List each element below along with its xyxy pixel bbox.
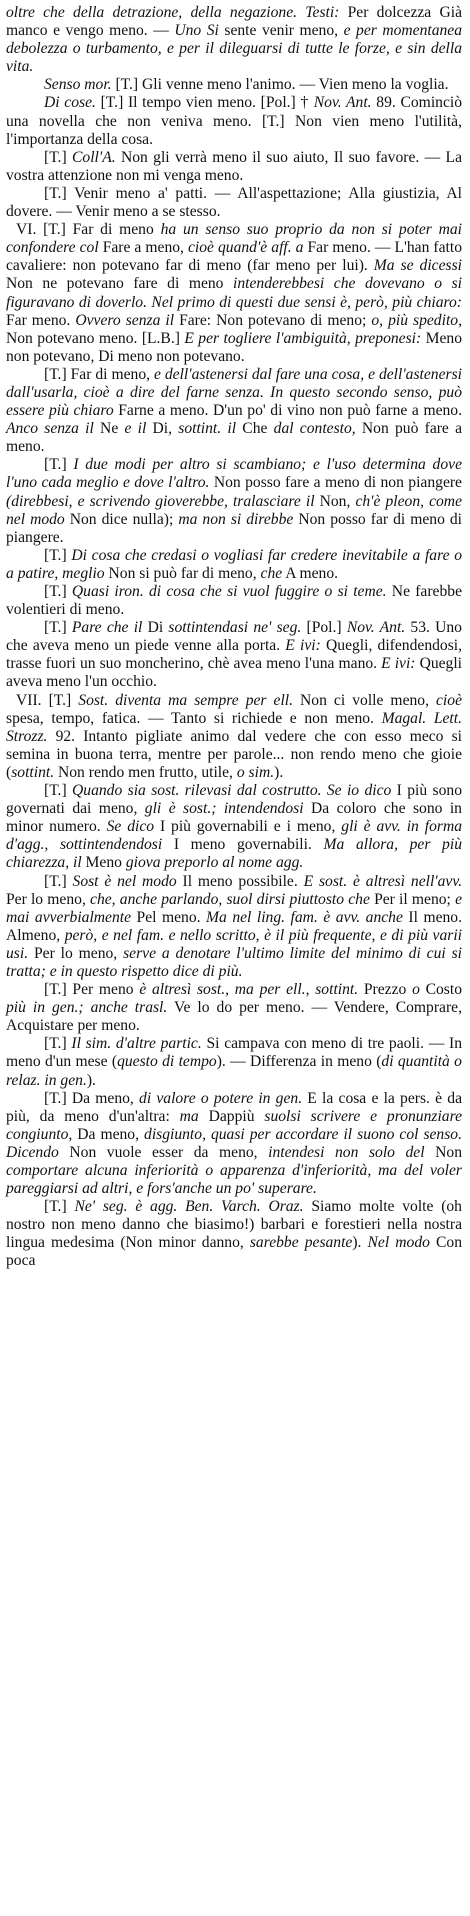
roman-text: Ne farebbe volentieri di meno. bbox=[6, 583, 462, 619]
roman-text: Far meno. — L'han fatto cavaliere: non potevano far di meno (far meno per lui). bbox=[6, 239, 462, 275]
roman-text: ). bbox=[86, 1071, 96, 1089]
roman-text: Prezzo bbox=[358, 981, 413, 999]
italic-text: Uno Si bbox=[174, 22, 219, 40]
roman-text: Di bbox=[142, 619, 169, 637]
roman-text: I più governabili e i meno, bbox=[154, 818, 342, 836]
entry-paragraph bbox=[6, 149, 462, 185]
entry-paragraph bbox=[6, 619, 462, 691]
roman-text: [T.] bbox=[44, 1035, 72, 1053]
entry-paragraph bbox=[6, 221, 462, 366]
italic-text: E ivi: bbox=[381, 655, 416, 673]
italic-text: cioè bbox=[436, 691, 462, 709]
italic-text: Senso mor. bbox=[44, 76, 112, 94]
entry-paragraph bbox=[6, 366, 462, 456]
italic-text: gli è avv. in forma d'agg., sottintendendosi bbox=[6, 818, 462, 854]
italic-text: di valore o potere in gen. bbox=[139, 1089, 303, 1107]
italic-text: sottint. bbox=[11, 763, 55, 781]
italic-text: sottintendasi ne' seg. bbox=[168, 619, 302, 637]
entry-paragraph bbox=[6, 692, 462, 782]
roman-text: Per dolcezza Già manco e vengo meno. — bbox=[6, 4, 462, 40]
roman-text: Non posso far di meno di piangere. bbox=[6, 510, 463, 546]
entry-paragraph bbox=[6, 547, 462, 583]
roman-text: Per il meno; bbox=[369, 890, 456, 908]
roman-text: [T.] Gli venne meno l'animo. — Vien meno la voglia. bbox=[111, 76, 449, 94]
entry-paragraph bbox=[6, 456, 462, 546]
italic-text: e dell'astenersi dal fare una cosa, e dell'astenersi dall'usarla, cioè a dire del farne senza. In questo secondo senso, può essere più chiaro bbox=[6, 365, 462, 420]
roman-text: sente venir meno, bbox=[218, 22, 344, 40]
roman-text: Non bbox=[424, 1143, 462, 1161]
roman-text: Quegli, difendendosi, trasse fuori un suo moncherino, chè avea meno l'una mano. bbox=[6, 637, 463, 673]
italic-text: Sost. diventa ma sempre per ell. bbox=[78, 691, 294, 709]
roman-text: Da coloro che sono in minor numero. bbox=[6, 800, 462, 836]
roman-text: [T.] bbox=[44, 872, 73, 890]
roman-text: Non dice nulla); bbox=[64, 510, 179, 528]
roman-text: E la cosa e la pers. è da più, da meno d'un'altra: bbox=[6, 1089, 462, 1125]
roman-text: Si campava con meno di tre paoli. — In meno d'un mese ( bbox=[6, 1035, 462, 1071]
roman-text: ). bbox=[274, 763, 284, 781]
italic-text: e per momentanea debolezza o turbamento, e per il dileguarsi di tutte le forze, e sin della vita. bbox=[6, 22, 463, 76]
italic-text: o bbox=[412, 981, 420, 999]
roman-text: Non ne potevano fare di meno bbox=[6, 275, 234, 293]
roman-text: [T.] bbox=[44, 456, 74, 474]
italic-text: Ma se dicessi bbox=[373, 257, 462, 275]
roman-text: Non posso fare a meno di non piangere bbox=[209, 474, 462, 492]
roman-text: Da meno, bbox=[72, 1125, 145, 1143]
italic-text: cioè quand'è aff. a bbox=[187, 239, 304, 257]
roman-text: [T.] Venir meno a' patti. — All'aspettazione; Alla giustizia, Al dovere. — Venir meno a se stesso. bbox=[6, 184, 462, 221]
italic-text: Nov. Ant. bbox=[346, 619, 406, 637]
roman-text: Non, bbox=[314, 492, 356, 510]
italic-text: Ovvero senza il bbox=[75, 311, 175, 329]
italic-text: Di cose. bbox=[44, 94, 96, 112]
italic-text: che, anche parlando, suol dirsi piuttosto che bbox=[90, 890, 370, 908]
roman-text: Far meno. bbox=[6, 311, 76, 329]
roman-text: I meno governabili. bbox=[162, 836, 324, 854]
entry-paragraph bbox=[6, 1198, 462, 1270]
roman-text: 53. Uno che aveva meno un piede venne alla porta. bbox=[6, 619, 462, 655]
italic-text: E per togliere l'ambiguità, preponesi: bbox=[184, 329, 422, 347]
italic-text: E ivi: bbox=[285, 637, 321, 655]
entry-paragraph bbox=[6, 4, 462, 76]
roman-text: Non rendo men frutto, utile, bbox=[54, 763, 237, 781]
entry-paragraph bbox=[6, 1090, 462, 1199]
roman-text: A meno. bbox=[282, 564, 339, 582]
italic-text: disgiunto, quasi per accordare il suono col senso. Dicendo bbox=[6, 1125, 462, 1161]
roman-text: Che bbox=[236, 420, 274, 438]
roman-text: Fare: Non potevano di meno; bbox=[174, 311, 372, 329]
roman-text: [T.] bbox=[44, 782, 73, 800]
entry-paragraph bbox=[6, 873, 462, 982]
italic-text: Ma nel ling. fam. è avv. anche bbox=[206, 908, 403, 926]
roman-text: ). bbox=[352, 1234, 368, 1252]
roman-text: VI. [T.] Far di meno bbox=[16, 221, 161, 239]
roman-text: Siamo molte volte (oh nostro non meno danno che biasimo!) barbari e forestieri nella nostra lingua medesima (Non minor danno, bbox=[6, 1198, 462, 1252]
roman-text: Meno bbox=[81, 854, 126, 872]
italic-text: e mai avverbialmente bbox=[6, 890, 462, 926]
roman-text: [T.] Da meno, bbox=[44, 1089, 140, 1107]
roman-text: Farne a meno. D'un po' di vino non può farne a meno. bbox=[113, 402, 462, 420]
roman-text: [T.] bbox=[44, 148, 72, 166]
roman-text: [T.] bbox=[44, 583, 72, 600]
italic-text: che bbox=[260, 564, 283, 582]
italic-text: Anco senza il bbox=[6, 420, 94, 438]
roman-text: Per lo meno, bbox=[28, 944, 124, 962]
roman-text: Ve lo do per meno. — Vendere, Comprare, Acquistare per meno. bbox=[6, 999, 462, 1035]
roman-text: Per lo meno, bbox=[6, 890, 91, 908]
roman-text: Ne bbox=[93, 420, 125, 438]
italic-text: ma non si direbbe bbox=[178, 510, 294, 528]
italic-text: intenderebbesi che dovevano o si figuravano di doverlo. Nel primo di questi due sensi è, però, più chiaro: bbox=[6, 275, 463, 311]
roman-text: [T.] bbox=[44, 546, 72, 564]
roman-text: [T.] Per meno bbox=[44, 981, 140, 999]
italic-text: questo di tempo bbox=[117, 1053, 217, 1071]
italic-text: suolsi scrivere e pronunziare congiunto, bbox=[6, 1107, 462, 1143]
italic-text: Coll'A. bbox=[72, 148, 116, 166]
italic-text: e il bbox=[124, 420, 147, 438]
italic-text: dal contesto, bbox=[273, 420, 356, 438]
italic-text: gli è sost.; intendendosi bbox=[144, 800, 304, 818]
italic-text: oltre che della detrazione, della negazione. Testi: bbox=[6, 4, 340, 21]
roman-text: I più sono governati dai meno, bbox=[6, 782, 462, 818]
italic-text: Magal. Lett. Strozz. bbox=[6, 709, 462, 745]
italic-text: più in gen.; anche trasl. bbox=[6, 999, 168, 1017]
entry-paragraph bbox=[6, 981, 462, 1035]
entry-paragraph bbox=[6, 1035, 462, 1089]
roman-text: [T.] Il tempo vien meno. [Pol.] † bbox=[95, 94, 314, 112]
roman-text: Con poca bbox=[6, 1234, 462, 1270]
italic-text: ma bbox=[179, 1107, 199, 1125]
roman-text: Fare a meno, bbox=[98, 239, 188, 257]
italic-text: Ma allora, per più chiarezza, il bbox=[6, 836, 462, 872]
roman-text: spesa, tempo, fatica. — Tanto si richiede e non meno. bbox=[6, 709, 382, 727]
italic-text: Il sim. d'altre partic. bbox=[71, 1035, 202, 1053]
italic-text: o sim. bbox=[236, 763, 275, 781]
roman-text: [T.] Far di meno, bbox=[44, 365, 154, 383]
roman-text: Non ci volle meno, bbox=[293, 691, 437, 709]
italic-text: sottint. il bbox=[178, 420, 237, 438]
roman-text: Pel meno. bbox=[131, 908, 207, 926]
italic-text: Ne' seg. è agg. Ben. Varch. Oraz. bbox=[74, 1198, 304, 1216]
italic-text: Se dico bbox=[106, 818, 155, 836]
italic-text: Quando sia sost. rilevasi dal costrutto. Se io dico bbox=[72, 782, 392, 800]
roman-text: Quegli aveva meno l'un occhio. bbox=[6, 655, 463, 691]
italic-text: o, più spedito, bbox=[371, 311, 462, 329]
italic-text: è altresì sost., ma per ell., sottint. bbox=[139, 981, 359, 999]
italic-text: serve a denotare l'ultimo limite del minimo di cui si tratta; e in questo rispetto dice di più. bbox=[6, 944, 462, 980]
roman-text: Non vuole esser da meno, bbox=[58, 1143, 269, 1161]
roman-text: Di, bbox=[146, 420, 179, 438]
italic-text: Nov. Ant. bbox=[313, 94, 372, 112]
roman-text: Non potevano meno. [L.B.] bbox=[6, 329, 185, 347]
italic-text: E sost. è altresì nell'avv. bbox=[303, 872, 462, 890]
roman-text: Non può fare a meno. bbox=[6, 420, 463, 456]
roman-text: [T.] bbox=[44, 619, 72, 637]
roman-text: Non si può far di meno, bbox=[104, 564, 261, 582]
italic-text: Sost è nel modo bbox=[72, 872, 177, 890]
roman-text: VII. [T.] bbox=[16, 691, 79, 709]
italic-text: Nel modo bbox=[367, 1234, 430, 1252]
roman-text: Costo bbox=[419, 981, 462, 999]
roman-text: 89. Cominciò una novella che non veniva meno. [T.] Non vien meno l'utilità, l'importanza della cosa. bbox=[6, 94, 462, 148]
italic-text: Di cosa che credasi o vogliasi far credere inevitabile a fare o a patire, meglio bbox=[6, 546, 462, 582]
roman-text: [T.] bbox=[44, 1198, 75, 1216]
italic-text: giova preporlo al nome agg. bbox=[125, 854, 304, 872]
italic-text: ch'è pleon, come nel modo bbox=[6, 492, 462, 528]
entry-paragraph bbox=[6, 76, 462, 94]
roman-text: Il meno possibile. bbox=[176, 872, 304, 890]
entry-paragraph bbox=[6, 185, 462, 221]
italic-text: (direbbesi, e scrivendo gioverebbe, tralasciare il bbox=[6, 492, 315, 510]
entry-paragraph bbox=[6, 94, 462, 148]
italic-text: Pare che il bbox=[71, 619, 143, 637]
entry-paragraph bbox=[6, 782, 462, 872]
italic-text: sarebbe pesante bbox=[249, 1234, 353, 1252]
entry-paragraph bbox=[6, 583, 462, 619]
roman-text: Meno non potevano, Di meno non potevano. bbox=[6, 329, 462, 365]
italic-text: però, e nel fam. e nello scritto, è il più frequente, e di più varii usi. bbox=[6, 926, 462, 962]
italic-text: Quasi iron. di cosa che si vuol fuggire o si teme. bbox=[71, 583, 387, 600]
italic-text: di quantità o relaz. in gen. bbox=[6, 1053, 462, 1089]
italic-text: ha un senso suo proprio da non si poter mai confondere col bbox=[6, 221, 463, 257]
roman-text: [Pol.] bbox=[301, 619, 347, 637]
roman-text: Il meno. Almeno, bbox=[6, 908, 462, 944]
roman-text: Non gli verrà meno il suo aiuto, Il suo favore. — La vostra attenzione non mi venga meno. bbox=[6, 148, 462, 184]
roman-text: 92. Intanto pigliate animo dal vedere che con esso meco si semina in buona terra, mentre per parole... non rendo meno che gioie ( bbox=[6, 727, 462, 781]
italic-text: comportare alcuna inferiorità o apparenza d'inferiorità, ma del voler pareggiarsi ad altri, e fors'anche un po' superare. bbox=[6, 1162, 462, 1198]
roman-text: Dappiù bbox=[198, 1107, 265, 1125]
italic-text: I due modi per altro si scambiano; e l'uso determina dove l'uno cada meglio e dove l'altro. bbox=[6, 456, 462, 492]
italic-text: intendesi non solo del bbox=[268, 1143, 425, 1161]
roman-text: ). — Differenza in meno ( bbox=[216, 1053, 382, 1071]
